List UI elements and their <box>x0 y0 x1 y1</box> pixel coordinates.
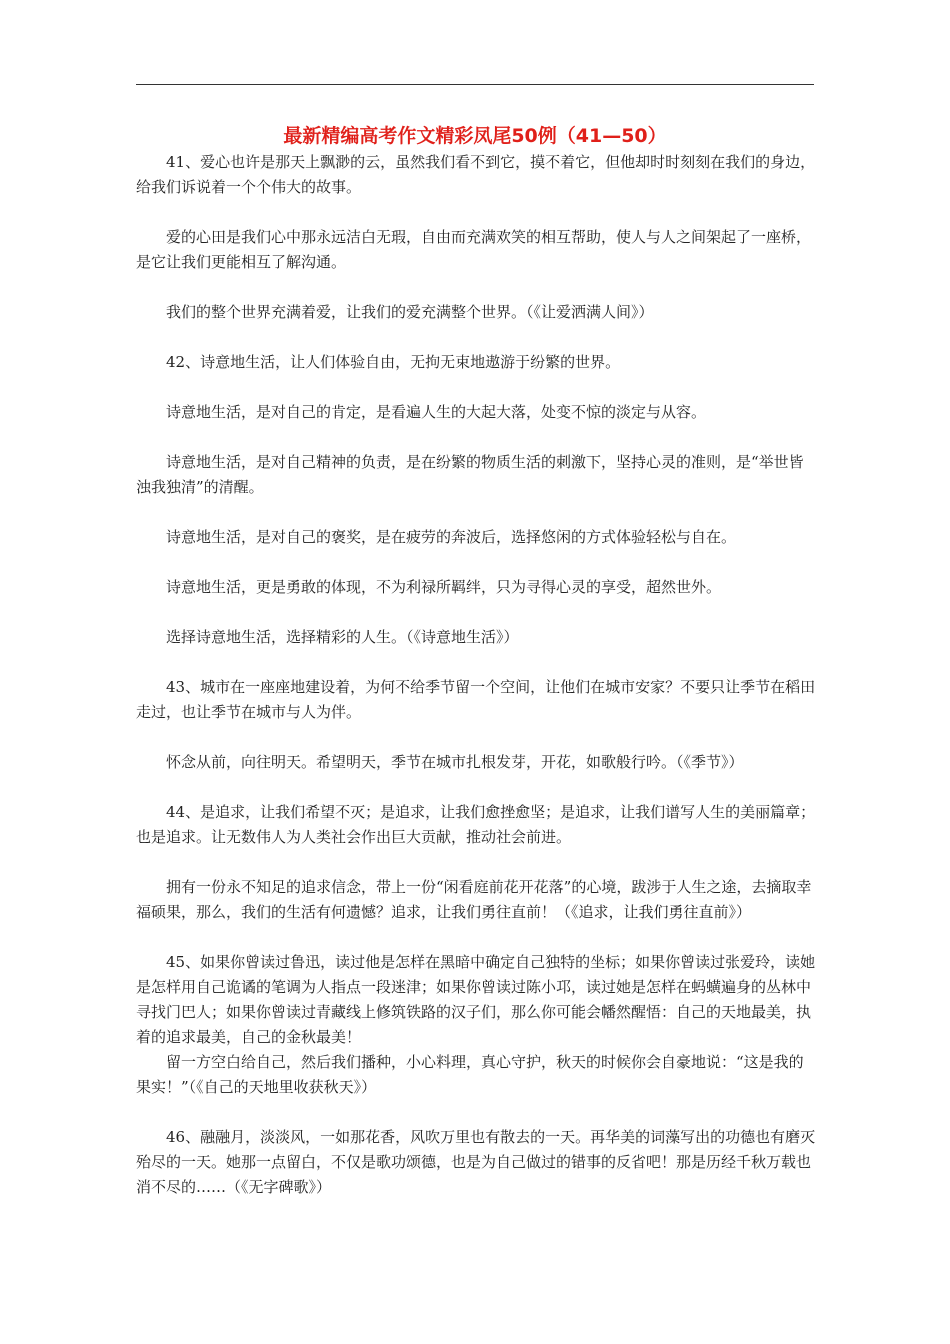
article-body <box>136 150 816 1200</box>
paragraph: 选择诗意地生活，选择精彩的人生。（《诗意地生活》） <box>166 628 519 646</box>
paragraph: 诗意地生活，是对自己精神的负责，是在纷繁的物质生活的刺激下，坚持心灵的准则，是“举世皆浊我独清”的清醒。 <box>136 453 804 496</box>
paragraph: 诗意地生活，是对自己的肯定，是看遍人生的大起大落，处变不惊的淡定与从容。 <box>166 403 707 421</box>
paragraph: 诗意地生活，更是勇敢的体现，不为利禄所羁绊，只为寻得心灵的享受，超然世外。 <box>166 578 722 596</box>
paragraph: 拥有一份永不知足的追求信念，带上一份“闲看庭前花开花落”的心境，跋涉于人生之途，去摘取幸福硕果，那么，我们的生活有何遗憾？追求，让我们勇往直前！（《追求，让我们勇往直前》） <box>136 878 812 921</box>
paragraph: 42、诗意地生活，让人们体验自由，无拘无束地遨游于纷繁的世界。 <box>166 353 621 371</box>
paragraph: 43、城市在一座座地建设着，为何不给季节留一个空间，让他们在城市安家？不要只让季节在稻田走过，也让季节在城市与人为伴。 <box>136 678 816 721</box>
header-rule <box>136 84 814 85</box>
paragraph: 怀念从前，向往明天。希望明天，季节在城市扎根发芽，开花，如歌般行吟。（《季节》） <box>166 753 744 771</box>
paragraph: 45、如果你曾读过鲁迅，读过他是怎样在黑暗中确定自己独特的坐标；如果你曾读过张爱玲，读她是怎样用自己诡谲的笔调为人指点一段迷津；如果你曾读过陈小邛，读过她是怎样在蚂蟥遍身的丛林中寻找门巴人；如果你曾读过青藏线上修筑铁路的汉子们，那么你可能会幡然醒悟：自己的天地最美，执着的追求最美，自己的金秋最美！ <box>136 953 816 1046</box>
paragraph: 我们的整个世界充满着爱，让我们的爱充满整个世界。（《让爱洒满人间》） <box>166 303 654 321</box>
paragraph: 44、是追求，让我们希望不灭；是追求，让我们愈挫愈坚；是追求，让我们谱写人生的美丽篇章；也是追求。让无数伟人为人类社会作出巨大贡献，推动社会前进。 <box>136 803 816 846</box>
paragraph: 46、融融月，淡淡风，一如那花香，风吹万里也有散去的一天。再华美的词藻写出的功德也有磨灭殆尽的一天。她那一点留白，不仅是歌功颂德，也是为自己做过的错事的反省吧！那是历经千秋万载也消不尽的……（《无字碑歌》） <box>136 1128 816 1196</box>
page-title: 最新精编高考作文精彩凤尾50例（41—50） <box>283 125 667 147</box>
paragraph: 留一方空白给自己，然后我们播种，小心料理，真心守护，秋天的时候你会自豪地说：“这是我的果实！”（《自己的天地里收获秋天》） <box>136 1053 804 1096</box>
paragraph: 爱的心田是我们心中那永远洁白无瑕，自由而充满欢笑的相互帮助，使人与人之间架起了一座桥，是它让我们更能相互了解沟通。 <box>136 228 812 271</box>
paragraph: 41、爱心也许是那天上飘渺的云，虽然我们看不到它，摸不着它，但他却时时刻刻在我们的身边，给我们诉说着一个个伟大的故事。 <box>136 153 816 196</box>
paragraph: 诗意地生活，是对自己的褒奖，是在疲劳的奔波后，选择悠闲的方式体验轻松与自在。 <box>166 528 737 546</box>
